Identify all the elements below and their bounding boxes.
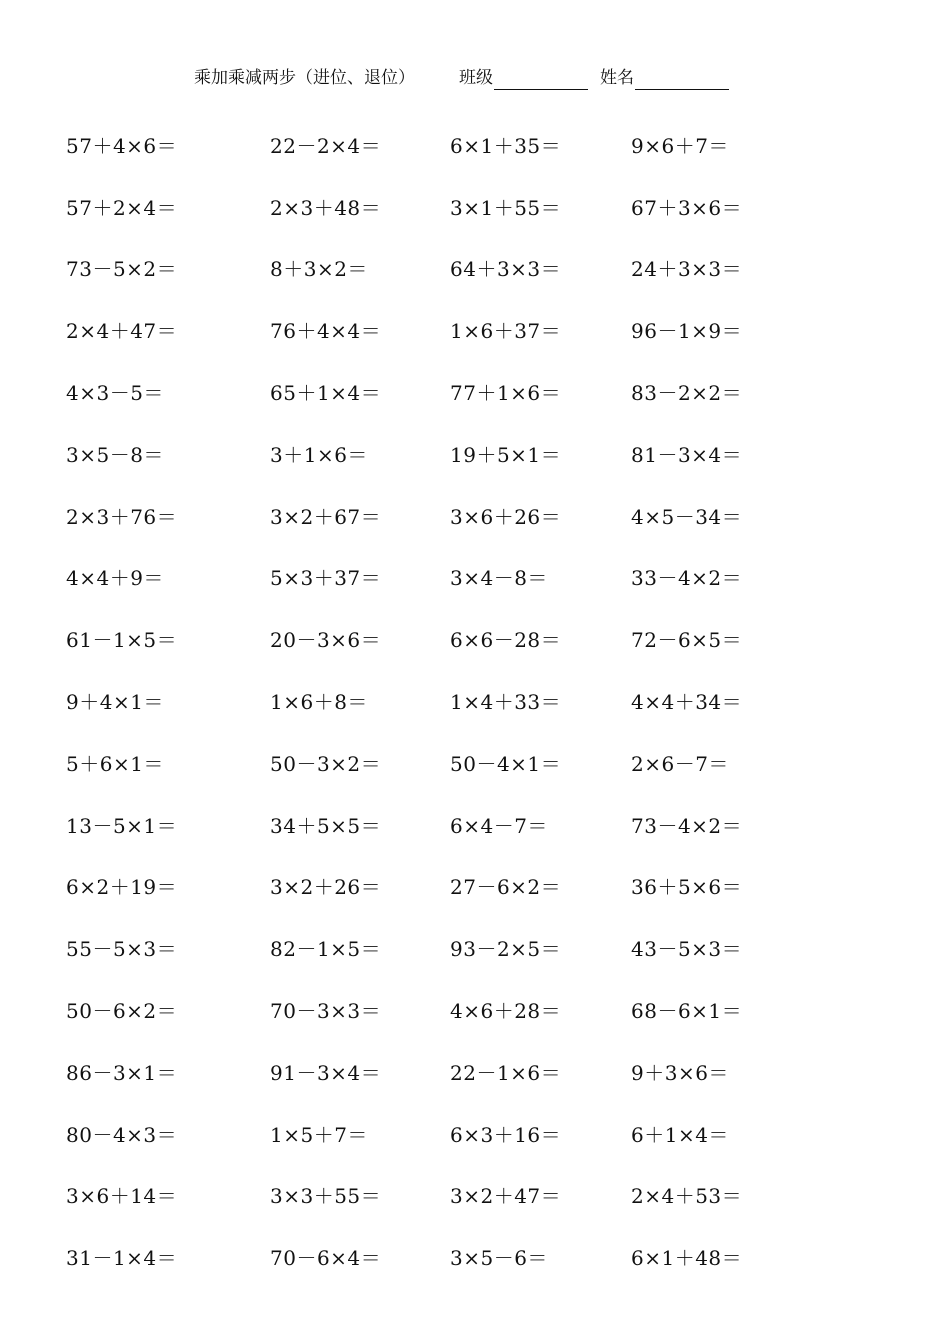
math-problem: 50－6×2＝	[66, 999, 178, 1024]
math-problem: 3×2＋26＝	[270, 875, 382, 900]
math-problem: 6×1＋35＝	[450, 133, 562, 158]
math-problem: 96－1×9＝	[631, 319, 743, 344]
math-problem: 34＋5×5＝	[270, 813, 382, 838]
math-problem: 6×2＋19＝	[66, 875, 178, 900]
problem-row	[66, 486, 886, 548]
math-problem: 50－4×1＝	[450, 751, 562, 776]
math-problem: 3×4－8＝	[450, 566, 548, 591]
math-problem: 19＋5×1＝	[450, 442, 562, 467]
math-problem: 4×3－5＝	[66, 381, 164, 406]
math-problem: 1×4＋33＝	[450, 690, 562, 715]
math-problem: 81－3×4＝	[631, 442, 743, 467]
math-problem: 6＋1×4＝	[631, 1122, 729, 1147]
worksheet-title: 乘加乘减两步（进位、退位）	[194, 68, 415, 88]
math-problem: 57＋2×4＝	[66, 195, 178, 220]
math-problem: 13－5×1＝	[66, 813, 178, 838]
math-problem: 76＋4×4＝	[270, 319, 382, 344]
problem-row	[66, 1104, 886, 1166]
problem-row	[66, 115, 886, 177]
math-problem: 61－1×5＝	[66, 628, 178, 653]
math-problem: 8＋3×2＝	[270, 257, 368, 282]
problem-grid	[66, 115, 886, 1289]
math-problem: 20－3×6＝	[270, 628, 382, 653]
problem-row	[66, 857, 886, 919]
math-problem: 2×6－7＝	[631, 751, 729, 776]
math-problem: 3×2＋67＝	[270, 504, 382, 529]
math-problem: 6×3＋16＝	[450, 1122, 562, 1147]
math-problem: 36＋5×6＝	[631, 875, 743, 900]
math-problem: 31－1×4＝	[66, 1246, 178, 1271]
math-problem: 3×1＋55＝	[450, 195, 562, 220]
math-problem: 2×3＋76＝	[66, 504, 178, 529]
math-problem: 80－4×3＝	[66, 1122, 178, 1147]
problem-row	[66, 1042, 886, 1104]
math-problem: 67＋3×6＝	[631, 195, 743, 220]
math-problem: 9＋4×1＝	[66, 690, 164, 715]
math-problem: 70－6×4＝	[270, 1246, 382, 1271]
math-problem: 33－4×2＝	[631, 566, 743, 591]
math-problem: 3×3＋55＝	[270, 1184, 382, 1209]
math-problem: 72－6×5＝	[631, 628, 743, 653]
math-problem: 24＋3×3＝	[631, 257, 743, 282]
math-problem: 93－2×5＝	[450, 937, 562, 962]
name-blank-line[interactable]	[635, 70, 729, 90]
math-problem: 73－4×2＝	[631, 813, 743, 838]
math-problem: 6×4－7＝	[450, 813, 548, 838]
math-problem: 22－1×6＝	[450, 1060, 562, 1085]
math-problem: 22－2×4＝	[270, 133, 382, 158]
problem-row	[66, 980, 886, 1042]
math-problem: 77＋1×6＝	[450, 381, 562, 406]
math-problem: 6×6－28＝	[450, 628, 562, 653]
worksheet-header	[194, 62, 741, 90]
problem-row	[66, 424, 886, 486]
problem-row	[66, 733, 886, 795]
problem-row	[66, 918, 886, 980]
math-problem: 91－3×4＝	[270, 1060, 382, 1085]
problem-row	[66, 1227, 886, 1289]
math-problem: 3×5－6＝	[450, 1246, 548, 1271]
math-problem: 2×3＋48＝	[270, 195, 382, 220]
math-problem: 65＋1×4＝	[270, 381, 382, 406]
problem-row	[66, 177, 886, 239]
math-problem: 4×4＋34＝	[631, 690, 743, 715]
math-problem: 1×6＋37＝	[450, 319, 562, 344]
math-problem: 5＋6×1＝	[66, 751, 164, 776]
name-field	[600, 66, 729, 90]
math-problem: 4×6＋28＝	[450, 999, 562, 1024]
problem-row	[66, 1166, 886, 1228]
math-problem: 4×5－34＝	[631, 504, 743, 529]
math-problem: 3×5－8＝	[66, 442, 164, 467]
math-problem: 3＋1×6＝	[270, 442, 368, 467]
math-problem: 3×6＋26＝	[450, 504, 562, 529]
math-problem: 2×4＋53＝	[631, 1184, 743, 1209]
class-blank-line[interactable]	[494, 70, 588, 90]
math-problem: 70－3×3＝	[270, 999, 382, 1024]
math-problem: 86－3×1＝	[66, 1060, 178, 1085]
class-label: 班级	[459, 68, 493, 88]
math-problem: 6×1＋48＝	[631, 1246, 743, 1271]
math-problem: 27－6×2＝	[450, 875, 562, 900]
math-problem: 73－5×2＝	[66, 257, 178, 282]
class-field	[459, 66, 588, 90]
math-problem: 1×6＋8＝	[270, 690, 368, 715]
problem-row	[66, 795, 886, 857]
math-problem: 43－5×3＝	[631, 937, 743, 962]
math-problem: 55－5×3＝	[66, 937, 178, 962]
math-problem: 2×4＋47＝	[66, 319, 178, 344]
problem-row	[66, 239, 886, 301]
math-problem: 3×2＋47＝	[450, 1184, 562, 1209]
problem-row	[66, 609, 886, 671]
problem-row	[66, 300, 886, 362]
math-problem: 1×5＋7＝	[270, 1122, 368, 1147]
problem-row	[66, 671, 886, 733]
math-problem: 5×3＋37＝	[270, 566, 382, 591]
math-problem: 57＋4×6＝	[66, 133, 178, 158]
math-problem: 50－3×2＝	[270, 751, 382, 776]
math-problem: 9＋3×6＝	[631, 1060, 729, 1085]
math-problem: 9×6＋7＝	[631, 133, 729, 158]
problem-row	[66, 548, 886, 610]
problem-row	[66, 362, 886, 424]
math-problem: 64＋3×3＝	[450, 257, 562, 282]
name-label: 姓名	[600, 68, 634, 88]
math-problem: 82－1×5＝	[270, 937, 382, 962]
math-problem: 3×6＋14＝	[66, 1184, 178, 1209]
math-problem: 68－6×1＝	[631, 999, 743, 1024]
math-problem: 4×4＋9＝	[66, 566, 164, 591]
math-problem: 83－2×2＝	[631, 381, 743, 406]
